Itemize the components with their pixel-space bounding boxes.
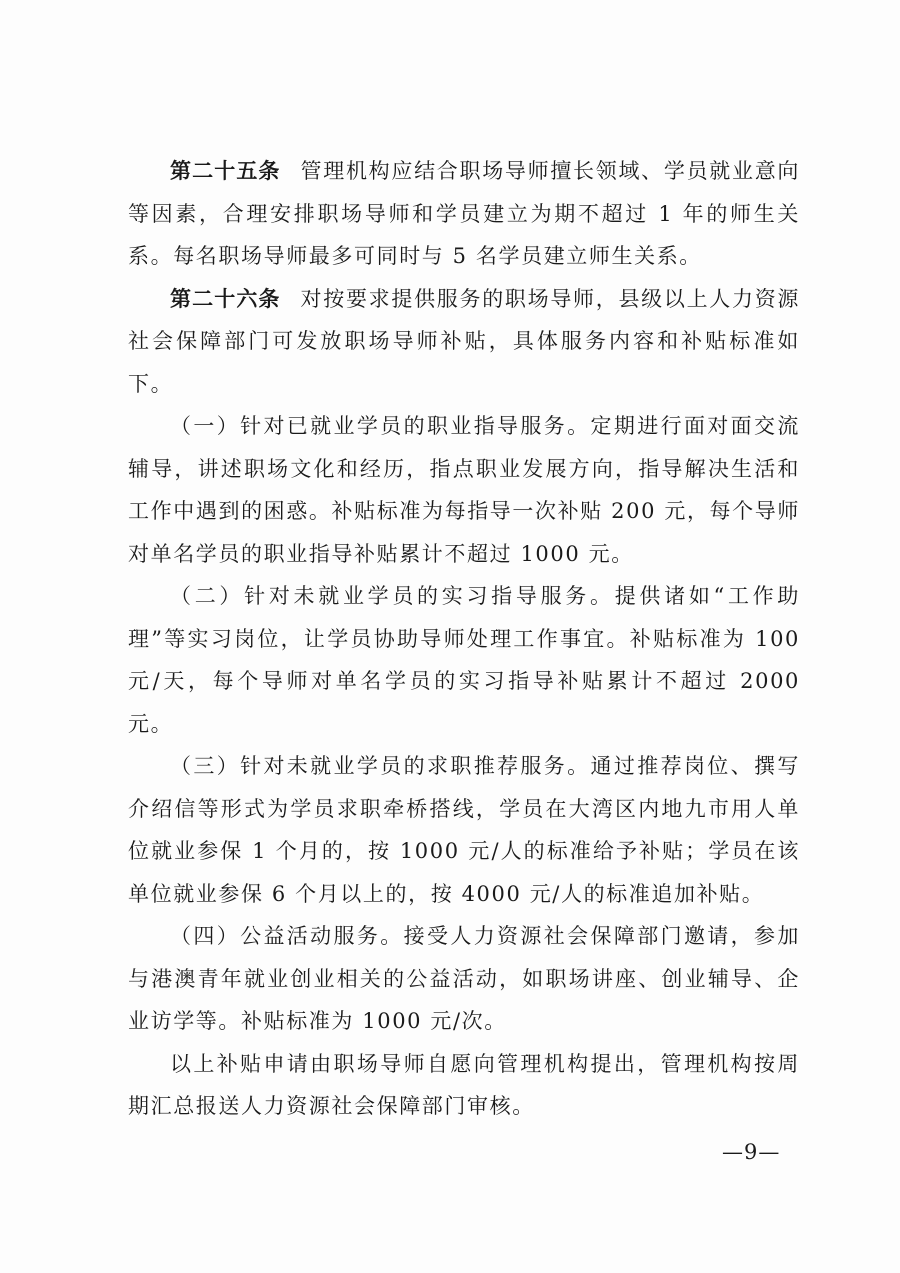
article-26-paragraph: [128, 278, 800, 406]
paragraph-text: （四）公益活动服务。接受人力资源社会保障部门邀请，参加与港澳青年就业创业相关的公益活动，如职场讲座、创业辅导、企业访学等。补贴标准为 1000 元/次。: [128, 924, 800, 1033]
document-body: [128, 150, 800, 1128]
closing-paragraph: [128, 1043, 800, 1128]
paragraph-text: 对按要求提供服务的职场导师，县级以上人力资源社会保障部门可发放职场导师补贴，具体服务内容和补贴标准如下。: [128, 286, 801, 396]
item-1-paragraph: [128, 405, 800, 575]
item-3-paragraph: [128, 745, 800, 915]
article-number: 第二十五条: [170, 159, 281, 183]
item-4-paragraph: [128, 915, 800, 1043]
article-25-paragraph: [128, 150, 800, 278]
page-number: —9—: [722, 1140, 781, 1164]
paragraph-text: 以上补贴申请由职场导师自愿向管理机构提出，管理机构按周期汇总报送人力资源社会保障部门审核。: [128, 1051, 800, 1118]
paragraph-text: （一）针对已就业学员的职业指导服务。定期进行面对面交流辅导，讲述职场文化和经历，指点职业发展方向，指导解决生活和工作中遇到的困惑。补贴标准为每指导一次补贴 200 元，每个导师对单名学员的职业指导补贴累计不超过 1000 元。: [128, 414, 800, 566]
item-2-paragraph: [128, 575, 800, 745]
paragraph-text: （三）针对未就业学员的求职推荐服务。通过推荐岗位、撰写介绍信等形式为学员求职牵桥搭线，学员在大湾区内地九市用人单位就业参保 1 个月的，按 1000 元/人的标准给予补贴；学员在该单位就业参保 6 个月以上的，按 4000 元/人的标准追加补贴。: [128, 754, 800, 906]
paragraph-text: （二）针对未就业学员的实习指导服务。提供诸如“工作助理”等实习岗位，让学员协助导师处理工作事宜。补贴标准为 100 元/天，每个导师对单名学员的实习指导补贴累计不超过 2000 元。: [128, 584, 800, 736]
article-number: 第二十六条: [170, 286, 281, 311]
paragraph-text: 管理机构应结合职场导师擅长领域、学员就业意向等因素，合理安排职场导师和学员建立为期不超过 1 年的师生关系。每名职场导师最多可同时与 5 名学员建立师生关系。: [128, 159, 801, 268]
